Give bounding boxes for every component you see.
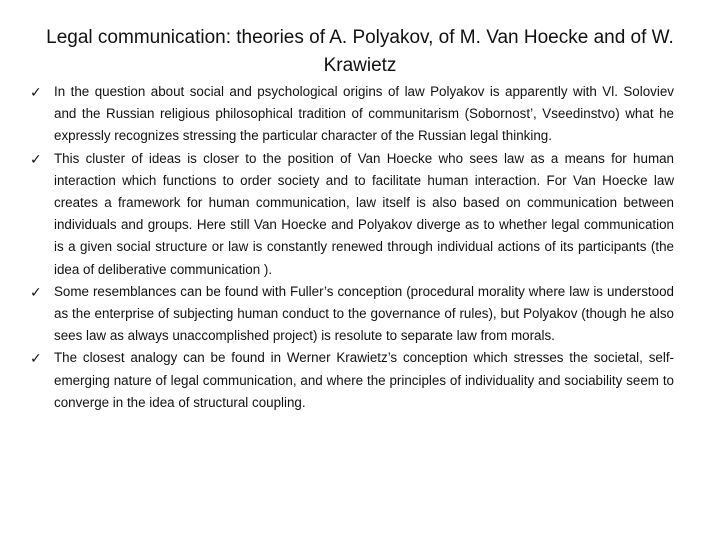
slide-title: Legal communication: theories of A. Polyakov, of M. Van Hoecke and of W. Krawietz xyxy=(46,27,674,76)
checkmark-icon: ✓ xyxy=(30,350,42,367)
checkmark-icon: ✓ xyxy=(30,150,42,167)
bullet-item xyxy=(30,347,674,414)
bullet-text: In the question about social and psychological origins of law Polyakov is apparently with Vl. Soloviev and the Russian religious philosophical tradition of communitarism (Sobornost’, Vseedinstvo) what he expressly recognizes stressing the particular character of the Russian legal thinking. xyxy=(54,84,674,144)
bullet-text: This cluster of ideas is closer to the position of Van Hoecke who sees law as a means for human interaction which functions to order society and to facilitate human interaction. For Van Hoecke law creates a framework for human communication, law itself is also based on communication between individuals and groups. Here still Van Hoecke and Polyakov diverge as to whether legal communication is a given social structure or law is constantly renewed through individual actions of its participants (the idea of deliberative communication ). xyxy=(54,150,674,277)
bullet-item xyxy=(30,148,674,281)
checkmark-icon: ✓ xyxy=(30,84,42,100)
bullet-item xyxy=(30,81,674,148)
bullet-list xyxy=(30,81,674,414)
bullet-text: Some resemblances can be found with Fuller’s conception (procedural morality where law is understood as the enterprise of subjecting human conduct to the governance of rules), but Polyakov (though he also sees law as always unaccomplished project) is resolute to separate law from morals. xyxy=(54,283,674,344)
bullet-item xyxy=(30,281,674,348)
bullet-text: The closest analogy can be found in Werner Krawietz’s conception which stresses the societal, self-emerging nature of legal communication, and where the principles of individuality and sociability seem to converge in the idea of structural coupling. xyxy=(54,350,674,410)
checkmark-icon: ✓ xyxy=(30,283,42,300)
